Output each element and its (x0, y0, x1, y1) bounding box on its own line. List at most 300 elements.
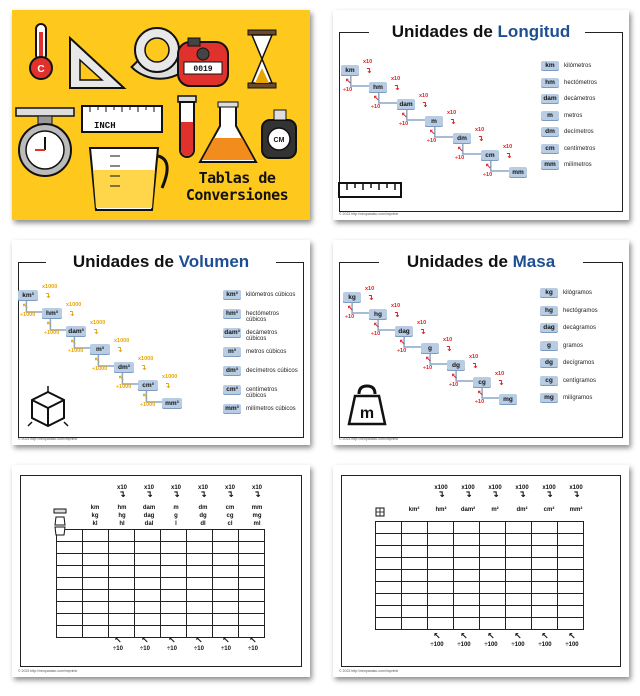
table-cell (454, 582, 480, 594)
down-factor-label: x10 (224, 485, 235, 491)
masa-card[interactable] (333, 240, 629, 445)
up-factor-label: ÷10 (140, 646, 150, 652)
up-factor-label: ÷1000 (116, 384, 132, 390)
up-factor-label: ÷10 (449, 382, 459, 388)
table-row (57, 566, 265, 578)
table-cell (480, 606, 506, 618)
table-cell (187, 614, 213, 626)
down-factor-label: x100 (542, 485, 556, 491)
ruler-label: INCH (94, 121, 116, 131)
column-header: mg (252, 513, 262, 519)
column-header: km² (408, 507, 420, 513)
cover-title-line2: Conversiones (185, 186, 289, 204)
legend-abbr: dm³ (223, 366, 241, 375)
title-prefix: Unidades de (391, 22, 498, 41)
table-cell (428, 594, 454, 606)
table-cell (532, 582, 558, 594)
table-cell (428, 534, 454, 546)
legend-name: gramos (563, 342, 584, 349)
table-cell (532, 534, 558, 546)
up-factor-label: ÷100 (565, 642, 579, 648)
table-cell (532, 594, 558, 606)
table-row (376, 522, 584, 534)
down-factor-label: x10 (419, 93, 429, 99)
table-cell (532, 558, 558, 570)
up-factor-label: ÷10 (248, 646, 258, 652)
column-header: ml (253, 521, 261, 527)
column-header: mm (251, 505, 263, 511)
column-header: hm² (435, 507, 447, 513)
thermometer-icon (30, 24, 52, 79)
column-header: kl (92, 521, 98, 527)
table-cell (428, 558, 454, 570)
up-factor-label: ÷100 (538, 642, 552, 648)
table-cell (213, 566, 239, 578)
down-arrow-icon: ↴ (437, 489, 445, 499)
table-cell (57, 590, 83, 602)
legend-name: decímetros (564, 129, 594, 135)
up-arrow-icon: ↖ (425, 355, 432, 364)
column-header: dl (200, 521, 206, 527)
unit-step-1: hm (369, 82, 387, 92)
up-arrow-icon: ↖ (142, 392, 149, 401)
measure-icons (52, 507, 68, 537)
column-header: cm² (543, 507, 555, 513)
test-tube-icon (178, 96, 196, 157)
table-cell (480, 522, 506, 534)
table-cell (376, 582, 402, 594)
table-cell (454, 594, 480, 606)
up-factor-label: ÷10 (343, 87, 353, 93)
up-arrow-icon: ↖ (345, 77, 352, 86)
down-factor-label: x1000 (90, 320, 106, 326)
legend-name: milígramos (563, 395, 593, 401)
table-row (57, 530, 265, 542)
longitud-card[interactable] (333, 10, 629, 220)
up-arrow-icon: ↖ (373, 321, 380, 330)
table-cell (402, 594, 428, 606)
down-arrow-icon: ↴ (145, 489, 153, 499)
unit-step-0: km³ (18, 290, 38, 300)
table-row (376, 582, 584, 594)
legend-abbr: mm³ (223, 404, 241, 413)
table-cell (213, 614, 239, 626)
unit-step-6: mm³ (162, 398, 182, 408)
legend-abbr: dam³ (224, 329, 240, 336)
legend-abbr: cg (540, 376, 558, 385)
table-cell (187, 542, 213, 554)
legend-name: decámetros cúbicos (246, 330, 278, 342)
table-cell (161, 542, 187, 554)
down-arrow-icon: ↴ (118, 489, 126, 499)
table-cell (83, 542, 109, 554)
table-cell (239, 554, 265, 566)
column-header: cm (225, 505, 235, 511)
up-factor-label: ÷10 (475, 399, 485, 405)
column-header: g (174, 513, 178, 519)
up-arrow-icon: ↖ (541, 631, 549, 641)
down-factor-label: x10 (251, 485, 262, 491)
down-factor-label: x1000 (138, 356, 154, 362)
unit-step-6: mg (499, 394, 517, 404)
table-cell (135, 578, 161, 590)
column-header: mm² (569, 507, 583, 513)
cube-icon (26, 386, 70, 430)
column-header: dam² (460, 507, 476, 513)
table-cell (135, 602, 161, 614)
up-factor-label: ÷10 (455, 155, 465, 161)
table-row (376, 618, 584, 630)
legend-abbr: cm³ (223, 385, 241, 394)
up-arrow-icon: ↖ (401, 111, 408, 120)
down-factor-label: x10 (475, 127, 485, 133)
title-prefix: Unidades de (406, 252, 513, 271)
legend-name: kilómetros (564, 63, 592, 69)
down-factor-label: x10 (503, 144, 513, 150)
legend-name: milímetros cúbicos (246, 406, 296, 412)
down-factor-label: x1000 (42, 284, 58, 290)
up-arrow-icon: ↖ (22, 302, 29, 311)
legend-name: centímetros cúbicos (246, 387, 278, 399)
legend-abbr: mg (540, 393, 558, 402)
table-cell (454, 618, 480, 630)
down-factor-label: x10 (197, 485, 208, 491)
down-arrow-icon: ↴ (199, 489, 207, 499)
area-icon (375, 507, 385, 517)
table-cell (558, 534, 584, 546)
table-row (376, 558, 584, 570)
weight-label: m (359, 405, 375, 422)
down-arrow-icon: ↴ (421, 100, 428, 109)
down-factor-label: x100 (461, 485, 475, 491)
thermometer-label: C (37, 64, 45, 75)
legend-abbr: hg (540, 306, 558, 315)
table-cell (187, 590, 213, 602)
table-cell (187, 566, 213, 578)
column-header: cg (226, 513, 234, 519)
table-cell (480, 558, 506, 570)
column-header: l (175, 521, 177, 527)
down-factor-label: x100 (569, 485, 583, 491)
down-arrow-icon: ↴ (445, 344, 452, 353)
table-cell (402, 618, 428, 630)
legend-abbr: hm³ (223, 309, 241, 318)
table-cell (83, 590, 109, 602)
down-arrow-icon: ↴ (44, 291, 51, 300)
table-cell (454, 606, 480, 618)
table-cell (480, 546, 506, 558)
column-header: dg (199, 513, 207, 519)
legend-abbr: dag (540, 323, 558, 332)
table-cell (109, 566, 135, 578)
table-cell (239, 566, 265, 578)
down-factor-label: x100 (434, 485, 448, 491)
legend-abbr: cm (541, 144, 559, 153)
up-arrow-icon: ↖ (429, 128, 436, 137)
table-cell (558, 582, 584, 594)
legend-name: centímetros (564, 145, 596, 152)
up-factor-label: ÷10 (483, 172, 493, 178)
up-arrow-icon: ↖ (168, 635, 176, 645)
legend-name: hectómetros (564, 79, 598, 86)
table-cell (109, 602, 135, 614)
table-cell (558, 570, 584, 582)
tabla-lineal-card[interactable] (12, 465, 310, 677)
table-cell (558, 594, 584, 606)
table-cell (376, 570, 402, 582)
table-cell (239, 530, 265, 542)
table-cell (161, 530, 187, 542)
up-factor-label: ÷1000 (92, 366, 108, 372)
table-cell (454, 558, 480, 570)
cover-title-line1: Tablas de (198, 169, 276, 187)
table-cell (376, 522, 402, 534)
compass-label: CM (273, 137, 285, 144)
legend-name: decímetros cúbicos (246, 368, 298, 374)
table-cell (83, 530, 109, 542)
down-arrow-icon: ↴ (92, 327, 99, 336)
up-arrow-icon: ↖ (399, 338, 406, 347)
unit-step-2: dam³ (66, 326, 86, 336)
table-cell (135, 614, 161, 626)
up-arrow-icon: ↖ (70, 338, 77, 347)
legend-name: hectógramos (563, 307, 598, 314)
unit-step-5: cm (481, 150, 499, 160)
table-cell (454, 534, 480, 546)
table-row (376, 606, 584, 618)
legend-abbr: dg (540, 358, 558, 367)
up-arrow-icon: ↖ (118, 374, 125, 383)
table-cell (506, 522, 532, 534)
up-factor-label: ÷10 (399, 121, 409, 127)
up-factor-label: ÷10 (113, 646, 123, 652)
table-cell (480, 534, 506, 546)
table-cell (428, 522, 454, 534)
table-cell (57, 614, 83, 626)
down-arrow-icon: ↴ (367, 293, 374, 302)
table-cell (187, 578, 213, 590)
table-row (376, 594, 584, 606)
table-cell (480, 582, 506, 594)
volumen-card[interactable] (12, 240, 310, 445)
up-factor-label: ÷10 (371, 104, 381, 110)
down-factor-label: x10 (417, 320, 427, 326)
up-factor-label: ÷10 (397, 348, 407, 354)
column-header: m² (491, 507, 499, 513)
up-arrow-icon: ↖ (477, 389, 484, 398)
table-cell (376, 606, 402, 618)
table-cell (57, 566, 83, 578)
table-cell (428, 618, 454, 630)
scale-icon (16, 108, 74, 176)
down-factor-label: x1000 (114, 338, 130, 344)
table-cell (480, 618, 506, 630)
table-cell (532, 522, 558, 534)
table-cell (239, 542, 265, 554)
tabla-superficie-card[interactable] (333, 465, 629, 677)
up-factor-label: ÷10 (194, 646, 204, 652)
up-factor-label: ÷10 (427, 138, 437, 144)
table-cell (454, 522, 480, 534)
up-arrow-icon: ↖ (373, 94, 380, 103)
table-cell (239, 590, 265, 602)
down-factor-label: x10 (116, 485, 127, 491)
up-factor-label: ÷10 (371, 331, 381, 337)
table-row (376, 534, 584, 546)
table-cell (558, 558, 584, 570)
down-arrow-icon: ↴ (518, 489, 526, 499)
legend-name: decígramos (563, 360, 595, 366)
table-cell (187, 602, 213, 614)
table-cell (213, 530, 239, 542)
up-factor-label: ÷1000 (20, 312, 36, 318)
down-arrow-icon: ↴ (365, 66, 372, 75)
unit-step-4: dm (453, 133, 471, 143)
legend-name: kilómetros cúbicos (246, 292, 296, 298)
column-header: dam (142, 505, 156, 511)
table-cell (532, 606, 558, 618)
table-cell (506, 606, 532, 618)
table-cell (480, 570, 506, 582)
table-cell (428, 546, 454, 558)
down-factor-label: x10 (170, 485, 181, 491)
column-header: hl (119, 521, 125, 527)
table-row (376, 546, 584, 558)
down-arrow-icon: ↴ (116, 345, 123, 354)
unit-step-1: hm³ (42, 308, 62, 318)
table-cell (213, 602, 239, 614)
column-header: dm² (516, 507, 528, 513)
down-arrow-icon: ↴ (393, 310, 400, 319)
up-arrow-icon: ↖ (249, 635, 257, 645)
table-cell (454, 546, 480, 558)
unit-step-5: cg (473, 377, 491, 387)
legend-abbr: km (541, 61, 559, 70)
set-square-icon (70, 38, 124, 88)
table-cell (402, 534, 428, 546)
table-cell (239, 602, 265, 614)
table-cell (57, 554, 83, 566)
table-cell (135, 542, 161, 554)
footer-text: © 2023 http://neoparaiso.com/imprimir (18, 437, 78, 441)
up-arrow-icon: ↖ (451, 372, 458, 381)
unit-step-4: dg (447, 360, 465, 370)
table-cell (83, 626, 109, 638)
legend-name: hectómetros cúbicos (246, 311, 280, 323)
title-accent: Volumen (178, 252, 250, 271)
table-cell (161, 602, 187, 614)
unit-step-2: dag (395, 326, 413, 336)
down-arrow-icon: ↴ (464, 489, 472, 499)
up-factor-label: ÷10 (221, 646, 231, 652)
down-arrow-icon: ↴ (545, 489, 553, 499)
table-cell (109, 590, 135, 602)
table-cell (558, 546, 584, 558)
column-header: hm (117, 505, 127, 511)
table-cell (57, 578, 83, 590)
up-arrow-icon: ↖ (347, 304, 354, 313)
table-cell (57, 626, 83, 638)
table-cell (213, 542, 239, 554)
table-cell (161, 566, 187, 578)
column-header: dag (143, 513, 155, 519)
up-factor-label: ÷100 (430, 642, 444, 648)
table-cell (187, 554, 213, 566)
title-accent: Masa (512, 252, 556, 271)
counter-icon (178, 38, 228, 86)
down-arrow-icon: ↴ (393, 83, 400, 92)
table-cell (532, 618, 558, 630)
table-cell (454, 570, 480, 582)
table-cell (506, 534, 532, 546)
cover-card[interactable] (12, 10, 310, 220)
table-cell (506, 558, 532, 570)
unit-step-2: dam (397, 99, 415, 109)
table-cell (402, 522, 428, 534)
up-arrow-icon: ↖ (141, 635, 149, 645)
down-arrow-icon: ↴ (572, 489, 580, 499)
table-cell (480, 594, 506, 606)
up-arrow-icon: ↖ (46, 320, 53, 329)
unit-step-6: mm (509, 167, 527, 177)
down-factor-label: x10 (391, 303, 401, 309)
title-accent: Longitud (497, 22, 571, 41)
down-arrow-icon: ↴ (164, 381, 171, 390)
up-arrow-icon: ↖ (457, 145, 464, 154)
table-cell (109, 554, 135, 566)
table-cell (558, 606, 584, 618)
table-cell (376, 618, 402, 630)
table-cell (135, 530, 161, 542)
unit-step-0: km (341, 65, 359, 75)
up-arrow-icon: ↖ (433, 631, 441, 641)
counter-value: 0019 (193, 65, 213, 74)
tape-measure-icon (262, 110, 296, 158)
table-cell (213, 578, 239, 590)
down-factor-label: x10 (363, 59, 373, 65)
up-arrow-icon: ↖ (222, 635, 230, 645)
down-arrow-icon: ↴ (253, 489, 261, 499)
down-factor-label: x10 (469, 354, 479, 360)
down-arrow-icon: ↴ (491, 489, 499, 499)
table-cell (506, 570, 532, 582)
down-arrow-icon: ↴ (226, 489, 234, 499)
up-arrow-icon: ↖ (195, 635, 203, 645)
table-cell (558, 522, 584, 534)
legend-abbr: m³ (223, 347, 241, 356)
table-cell (135, 566, 161, 578)
table-cell (161, 554, 187, 566)
table-cell (376, 534, 402, 546)
up-factor-label: ÷10 (167, 646, 177, 652)
table-cell (558, 618, 584, 630)
down-factor-label: x10 (443, 337, 453, 343)
table-cell (213, 590, 239, 602)
unit-step-4: dm³ (114, 362, 134, 372)
weight-icon (347, 382, 387, 428)
down-factor-label: x10 (495, 371, 505, 377)
column-header: m (173, 505, 179, 511)
legend-name: kilógramos (563, 290, 593, 296)
table-cell (57, 542, 83, 554)
table-cell (135, 554, 161, 566)
table-cell (83, 614, 109, 626)
flask-icon (200, 102, 256, 162)
table-cell (532, 546, 558, 558)
down-factor-label: x100 (488, 485, 502, 491)
footer-text: © 2023 http://neoparaiso.com/imprimir (18, 669, 78, 673)
legend-name: centígramos (563, 377, 597, 384)
